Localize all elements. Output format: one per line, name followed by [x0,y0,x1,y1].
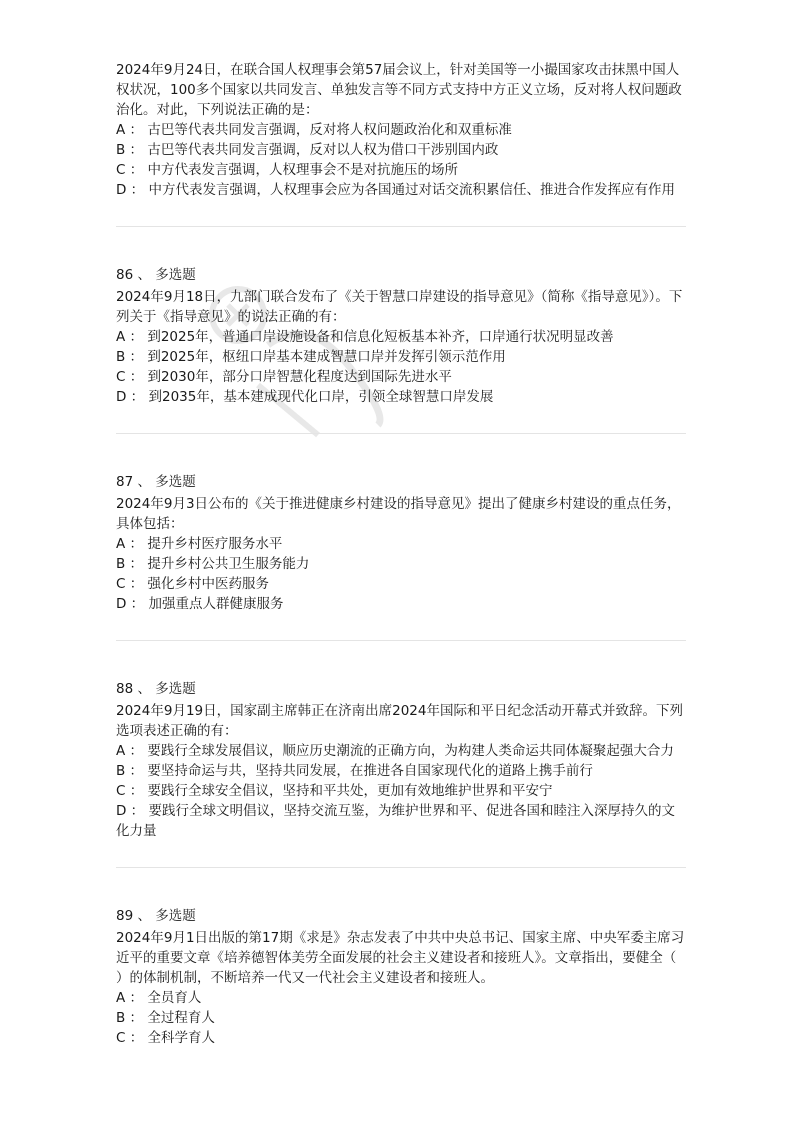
option-b[interactable]: B ： 全过程育人 [116,1010,215,1026]
option-c[interactable]: C ： 到2030年，部分口岸智慧化程度达到国际先进水平 [116,369,452,385]
option-b[interactable]: B ： 到2025年，枢纽口岸基本建成智慧口岸并发挥引领示范作用 [116,349,506,365]
divider [116,640,686,641]
divider [116,433,686,434]
option-d[interactable]: D ： 要践行全球文明倡议，坚持交流互鉴，为维护世界和平、促进各国和睦注入深厚持久的文化力量 [116,803,675,839]
option-c[interactable]: C ： 要践行全球安全倡议，坚持和平共处，更加有效地维护世界和平安宁 [116,783,553,799]
option-a[interactable]: A ： 古巴等代表共同发言强调，反对将人权问题政治化和双重标准 [116,122,512,138]
option-d[interactable]: D ： 加强重点人群健康服务 [116,596,284,612]
divider [116,226,686,227]
option-b[interactable]: B ： 提升乡村公共卫生服务能力 [116,556,310,572]
option-d[interactable]: D ： 中方代表发言强调，人权理事会应为各国通过对话交流积累信任、推进合作发挥应有作用 [116,182,675,198]
option-c[interactable]: C ： 强化乡村中医药服务 [116,576,270,592]
question-block [116,679,686,841]
question-list [116,60,686,1048]
option-b[interactable]: B ： 要坚持命运与共，坚持共同发展，在推进各自国家现代化的道路上携手前行 [116,763,593,779]
option-a[interactable]: A ： 到2025年，普通口岸设施设备和信息化短板基本补齐，口岸通行状况明显改善 [116,329,614,345]
question-block [116,265,686,407]
question-header: 89 、 多选题 [116,908,196,924]
question-header: 87 、 多选题 [116,474,196,490]
option-b[interactable]: B ： 古巴等代表共同发言强调，反对以人权为借口干涉别国内政 [116,142,499,158]
divider [116,867,686,868]
option-c[interactable]: C ： 全科学育人 [116,1030,216,1046]
question-stem: 2024年9月3日公布的《关于推进健康乡村建设的指导意见》提出了健康乡村建设的重点任务，具体包括： [116,496,681,532]
question-stem: 2024年9月24日，在联合国人权理事会第57届会议上，针对美国等一小撮国家攻击抹黑中国人权状况，100多个国家以共同发言、单独发言等不同方式支持中方正义立场，反对将人权问题政治化。对此，下列说法正确的是： [116,62,682,118]
question-stem: 2024年9月19日，国家副主席韩正在济南出席2024年国际和平日纪念活动开幕式并致辞。下列选项表述正确的有： [116,703,683,739]
question-block [116,472,686,614]
question-block [116,906,686,1048]
question-stem: 2024年9月1日出版的第17期《求是》杂志发表了中共中央总书记、国家主席、中央军委主席习近平的重要文章《培养德智体美劳全面发展的社会主义建设者和接班人》。文章指出，要健全（ ）的体制机制，不断培养一代又一代社会主义建设者和接班人。 [116,930,685,986]
question-header: 86 、 多选题 [116,267,196,283]
question-block [116,60,686,200]
option-c[interactable]: C ： 中方代表发言强调，人权理事会不是对抗施压的场所 [116,162,459,178]
question-header: 88 、 多选题 [116,681,196,697]
option-a[interactable]: A ： 全员育人 [116,990,202,1006]
question-stem: 2024年9月18日，九部门联合发布了《关于智慧口岸建设的指导意见》（简称《指导意见》）。下列关于《指导意见》的说法正确的有： [116,289,683,325]
option-a[interactable]: A ： 提升乡村医疗服务水平 [116,536,283,552]
option-a[interactable]: A ： 要践行全球发展倡议，顺应历史潮流的正确方向，为构建人类命运共同体凝聚起强大合力 [116,743,674,759]
option-d[interactable]: D ： 到2035年，基本建成现代化口岸，引领全球智慧口岸发展 [116,389,494,405]
